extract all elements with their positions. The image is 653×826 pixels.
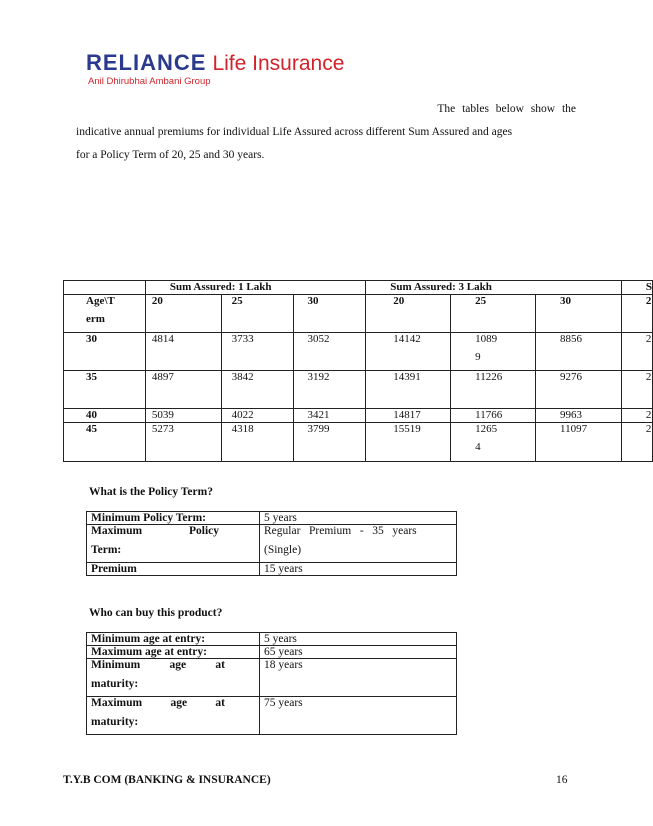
max-policy-term-label-line-1: [91, 525, 259, 537]
max-maturity-word: at: [215, 697, 225, 709]
table-row: [87, 563, 457, 576]
logo-product: Life Insurance: [212, 52, 345, 75]
table-row: [64, 333, 653, 371]
max-maturity-age-value: 75 years: [260, 697, 457, 735]
max-policy-term-word: Policy: [188, 525, 219, 537]
term-header: 25: [221, 295, 294, 333]
eligibility-table: [86, 632, 457, 735]
min-maturity-label-line-1: [91, 659, 259, 671]
premium-cell: 5039: [145, 409, 221, 423]
term-header: 30: [294, 295, 366, 333]
min-policy-term-value: 5 years: [260, 512, 457, 525]
premium-cell: 14142: [366, 333, 451, 371]
table-row: [87, 646, 457, 659]
policy-term-table: [86, 511, 457, 576]
premium-cell: 11226: [451, 371, 536, 409]
premium-group-row: [64, 281, 653, 295]
premium-cell: 3842: [221, 371, 294, 409]
premium-cell: 14817: [366, 409, 451, 423]
group-1-lakh: Sum Assured: 1 Lakh: [145, 281, 365, 295]
min-entry-age-label: Minimum age at entry:: [87, 633, 260, 646]
min-maturity-label-line-2: maturity:: [91, 678, 139, 690]
table-row: [87, 512, 457, 525]
max-policy-term-word: Maximum: [91, 525, 143, 537]
premium-cell: 9963: [535, 409, 621, 423]
footer-course: T.Y.B COM (BANKING & INSURANCE): [63, 774, 271, 786]
table-row: [64, 371, 653, 409]
premium-cell-wrapped: [451, 333, 536, 371]
max-maturity-label-line-1: [91, 697, 259, 709]
premium-cell: 3192: [294, 371, 366, 409]
age-term-header-line-2: erm: [86, 313, 105, 325]
max-maturity-word: Maximum: [91, 697, 143, 709]
premium-cell-line-2: 9: [475, 351, 481, 363]
premium-cell: 3799: [294, 423, 366, 462]
policy-term-heading: What is the Policy Term?: [89, 486, 213, 498]
table-row: [87, 659, 457, 697]
min-maturity-word: at: [215, 659, 225, 671]
premium-value: 15 years: [260, 563, 457, 576]
group-3-lakh: Sum Assured: 3 Lakh: [366, 281, 622, 295]
premium-cell-line-1: 1265: [475, 423, 498, 435]
premium-cell: 11766: [451, 409, 536, 423]
age-cell: 40: [64, 409, 146, 423]
eligibility-heading: Who can buy this product?: [89, 607, 223, 619]
premium-cell: 9276: [535, 371, 621, 409]
age-cell: 35: [64, 371, 146, 409]
logo-wordmark: [86, 50, 344, 76]
premium-cell: 2: [621, 333, 652, 371]
premium-term-row: [64, 295, 653, 333]
premium-cell: 3733: [221, 333, 294, 371]
intro-line-1: The tables below show the: [437, 103, 576, 115]
max-maturity-label-line-2: maturity:: [91, 716, 139, 728]
max-policy-term-label: [87, 525, 260, 563]
term-header: 25: [451, 295, 536, 333]
table-row: [87, 633, 457, 646]
term-header: 30: [535, 295, 621, 333]
min-maturity-age-label: [87, 659, 260, 697]
premium-cell-wrapped: [451, 423, 536, 462]
intro-line-3: for a Policy Term of 20, 25 and 30 years.: [76, 149, 265, 161]
premium-cell: 4022: [221, 409, 294, 423]
group-truncated: S: [621, 281, 652, 295]
table-row: [64, 423, 653, 462]
premium-cell: 5273: [145, 423, 221, 462]
premium-cell: 8856: [535, 333, 621, 371]
logo-brand: RELIANCE: [86, 50, 207, 75]
max-policy-term-value: [260, 525, 457, 563]
intro-line-2: indicative annual premiums for individual Life Assured across different Sum Assured and ages: [76, 126, 513, 138]
premium-cell-line-1: 1089: [475, 333, 498, 345]
premium-cell: 2: [621, 423, 652, 462]
logo-group: Anil Dhirubhai Ambani Group: [88, 76, 211, 87]
premium-cell: 2: [621, 371, 652, 409]
premium-cell-line-2: 4: [475, 441, 481, 453]
term-header: 20: [145, 295, 221, 333]
max-policy-term-value-line-1: Regular Premium - 35 years: [264, 525, 417, 537]
min-maturity-age-value: 18 years: [260, 659, 457, 697]
min-maturity-word: age: [169, 659, 187, 671]
premium-cell: 3052: [294, 333, 366, 371]
age-term-header: [64, 295, 146, 333]
premium-cell: 14391: [366, 371, 451, 409]
page-number: 16: [556, 774, 568, 786]
reliance-logo: [86, 50, 386, 98]
premium-cell: 3421: [294, 409, 366, 423]
min-policy-term-label: Minimum Policy Term:: [87, 512, 260, 525]
premium-label: Premium: [87, 563, 260, 576]
table-row: [87, 525, 457, 563]
min-maturity-word: Minimum: [91, 659, 141, 671]
premium-cell: 4318: [221, 423, 294, 462]
max-entry-age-label: Maximum age at entry:: [87, 646, 260, 659]
max-policy-term-label-line-2: Term:: [91, 544, 122, 556]
age-cell: 45: [64, 423, 146, 462]
max-maturity-word: age: [170, 697, 188, 709]
term-header: 20: [366, 295, 451, 333]
max-maturity-age-label: [87, 697, 260, 735]
age-term-header-line-1: Age\T: [86, 295, 115, 307]
table-row: [87, 697, 457, 735]
premium-table: [63, 280, 653, 462]
premium-cell: 4897: [145, 371, 221, 409]
age-cell: 30: [64, 333, 146, 371]
premium-cell: 15519: [366, 423, 451, 462]
table-row: [64, 409, 653, 423]
premium-cell: 11097: [535, 423, 621, 462]
premium-cell: 2: [621, 409, 652, 423]
max-entry-age-value: 65 years: [260, 646, 457, 659]
group-empty-cell: [64, 281, 146, 295]
min-entry-age-value: 5 years: [260, 633, 457, 646]
premium-cell: 4814: [145, 333, 221, 371]
term-header: 2: [621, 295, 652, 333]
max-policy-term-value-line-2: (Single): [264, 544, 302, 556]
